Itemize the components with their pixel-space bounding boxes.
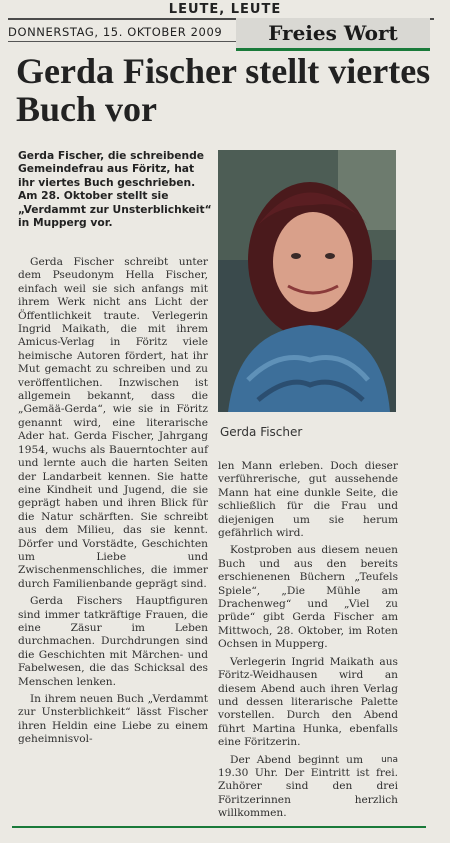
- headline: Gerda Fischer stellt viertes Buch vor: [16, 51, 431, 129]
- lead-paragraph: Gerda Fischer, die schreibende Gemeindefrau aus Föritz, hat ihr viertes Buch geschrieben. Am 28. Oktober stellt sie „Verdammt zur Unsterblichkeit“ in Mupperg vor.: [18, 149, 212, 230]
- article-column-right: [218, 460, 398, 825]
- body-paragraph-last: [218, 754, 398, 821]
- photo-caption: Gerda Fischer: [220, 425, 303, 439]
- footer-rule: [12, 826, 426, 828]
- body-paragraph: Kostproben aus diesem neuen Buch und aus den bereits erschienenen Büchern „Teufels Spiele“, „Die Mühle am Drachenweg“ und „Viel zu prüde“ gibt Gerda Fischer am Mittwoch, 28. Oktober, im Roten Ochsen in Mupperg.: [218, 544, 398, 651]
- body-paragraph: In ihrem neuen Buch „Verdammt zur Unsterblichkeit“ lässt Fischer ihren Heldin eine Liebe zu einem geheimnisvol-: [18, 693, 208, 746]
- body-paragraph: Verlegerin Ingrid Maikath aus Föritz-Weidhausen wird an diesem Abend auch ihren Verlag und dessen literarische Palette vorstellen. Durch den Abend führt Martina Hunka, ebenfalls eine Föritzerin.: [218, 655, 398, 749]
- article-column-left: [18, 256, 208, 751]
- portrait-illustration: [218, 150, 396, 412]
- author-signature: una: [381, 754, 398, 765]
- section-header: LEUTE, LEUTE: [168, 2, 282, 17]
- masthead-logo: Freies Wort: [236, 18, 430, 48]
- dateline-rule: [8, 41, 236, 42]
- portrait-photo: [218, 150, 396, 412]
- body-paragraph: len Mann erleben. Doch dieser verführerische, gut aussehende Mann hat eine dunkle Seite, die schließlich für die Frau und diejenigen um sie herum gefährlich wird.: [218, 460, 398, 540]
- dateline: DONNERSTAG, 15. OKTOBER 2009: [8, 25, 223, 39]
- body-paragraph: Gerda Fischer schreibt unter dem Pseudonym Hella Fischer, einfach weil sie sich anfangs mit ihrem Werk nicht ans Licht der Öffentlichkeit traute. Verlegerin Ingrid Maikath, die mit ihrem Amicus-Verlag in Föritz viele heimische Autoren fördert, hat ihr Mut gemacht zu schreiben und zu veröffentlichen. Inzwischen ist allgemein bekannt, dass die „Gemää-Gerda“, wie sie in Föritz genannt wird, eine literarische Ader hat. Gerda Fischer, Jahrgang 1954, wuchs als Bauerntochter auf und lernte auch die harten Seiten der Landarbeit kennen. Sie hatte eine Kindheit und Jugend, die sie geprägt haben und ihren Blick für die Natur schärften. Sie schreibt aus dem Milieu, das sie kennt. Dörfer und Vorstädte, Geschichten um Liebe und Zwischenmenschliches, die immer durch Familienbande geprägt sind.: [18, 256, 208, 590]
- closing-text: Der Abend beginnt um 19.30 Uhr. Der Eintritt ist frei. Zuhörer sind den drei Föritzerinnen herzlich willkommen.: [218, 753, 398, 820]
- body-paragraph: Gerda Fischers Hauptfiguren sind immer tatkräftige Frauen, die eine Zäsur im Leben durchmachen. Durchdrungen sind die Geschichten mit Märchen- und Fabelwesen, die das Schicksal des Menschen lenken.: [18, 595, 208, 688]
